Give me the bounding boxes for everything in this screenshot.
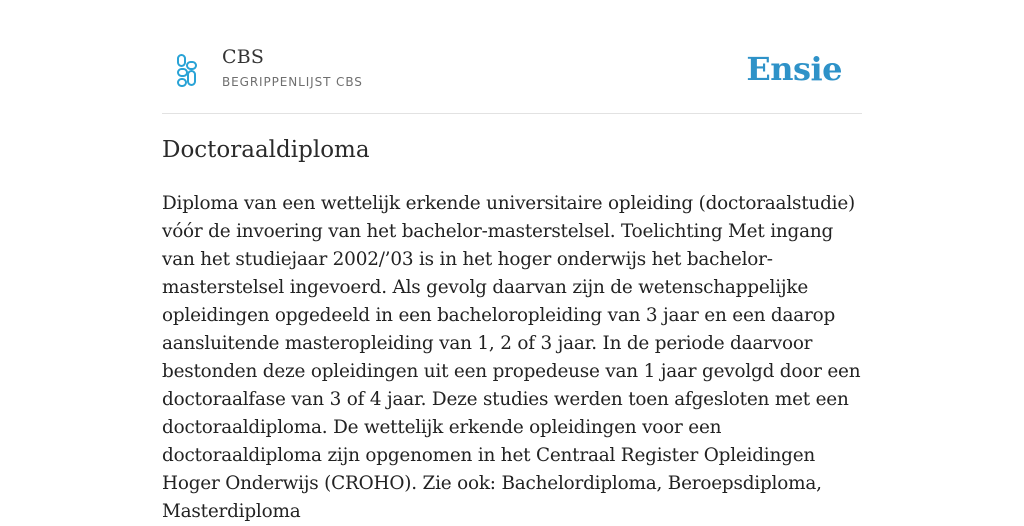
source-name[interactable]: CBS	[222, 46, 265, 68]
ensie-brand-link[interactable]: Ensie	[746, 50, 842, 88]
cbs-logo-icon[interactable]	[175, 54, 199, 88]
source-subtitle[interactable]: BEGRIPPENLIJST CBS	[222, 75, 363, 89]
page-header	[162, 36, 862, 114]
term-definition: Diploma van een wettelijk erkende universitaire opleiding (doctoraalstudie) vóór de invoering van het bachelor-masterstelsel. Toelichting Met ingang van het studiejaar 2002/’03 is in het hoger onderwijs het bachelor-masterstelsel ingevoerd. Als gevolg daarvan zijn de wetenschappelijke opleidingen opgedeeld in een bacheloropleiding van 3 jaar en een daarop aansluitende masteropleiding van 1, 2 of 3 jaar. In de periode daarvoor bestonden deze opleidingen uit een propedeuse van 1 jaar gevolgd door een doctoraalfase van 3 of 4 jaar. Deze studies werden toen afgesloten met een doctoraaldiploma. De wettelijk erkende opleidingen voor een doctoraaldiploma zijn opgenomen in het Centraal Register Opleidingen Hoger Onderwijs (CROHO). Zie ook: Bachelordiploma, Beroepsdiploma, Masterdiploma	[162, 193, 861, 522]
term-title: Doctoraaldiploma	[162, 137, 370, 163]
